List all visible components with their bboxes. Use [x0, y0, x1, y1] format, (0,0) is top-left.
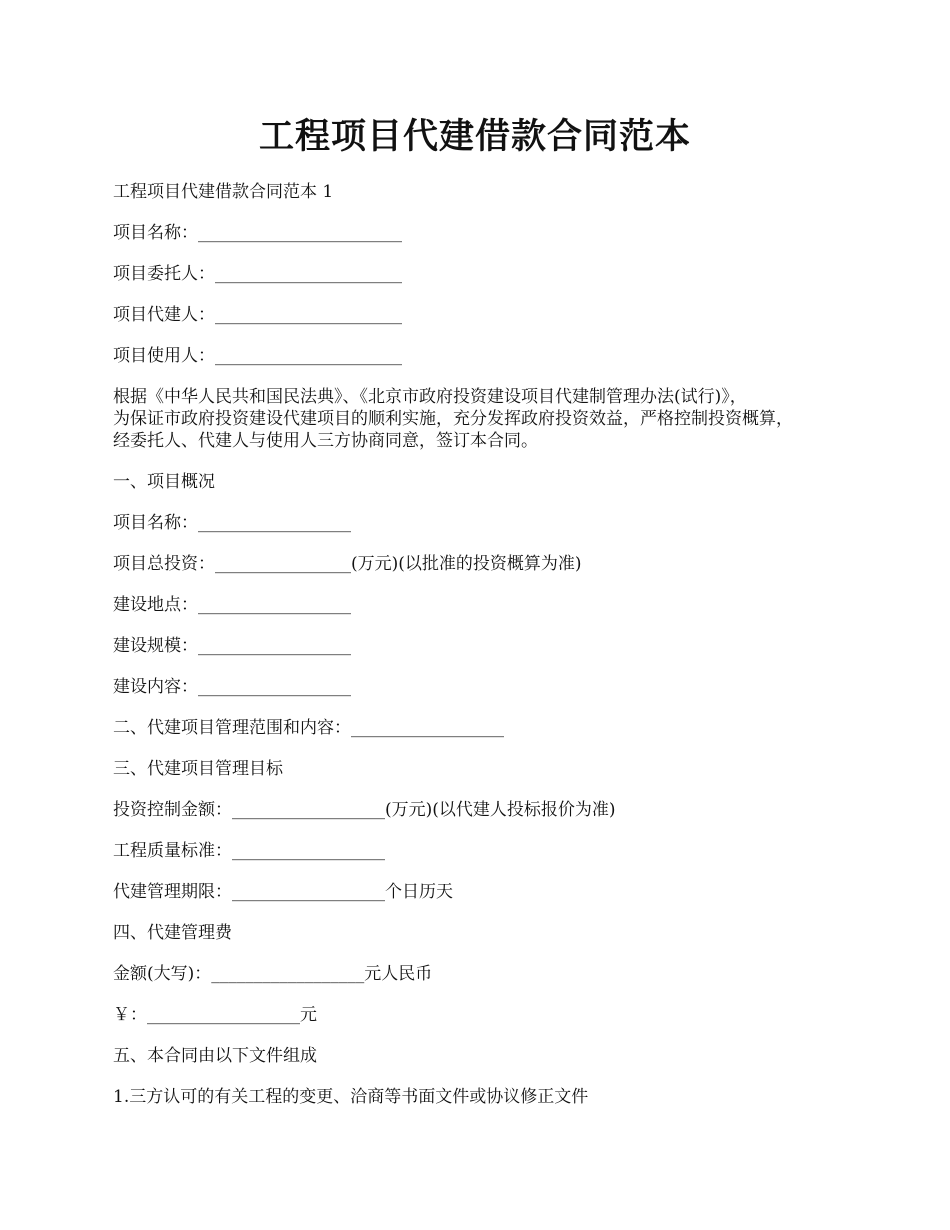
field-line: 建设规模：__________________ — [113, 636, 351, 656]
section-heading-2: 二、代建项目管理范围和内容：__________________ — [113, 718, 504, 738]
intro-paragraph — [113, 386, 853, 452]
field-project-agent: 项目代建人：______________________ — [113, 305, 402, 325]
field-line: 建设内容：__________________ — [113, 677, 351, 697]
section-heading-5: 五、本合同由以下文件组成 — [113, 1046, 317, 1066]
document-title: 工程项目代建借款合同范本 — [258, 116, 691, 157]
section-heading-1: 一、项目概况 — [113, 472, 215, 492]
field-line: 代建管理期限：__________________个日历天 — [113, 882, 453, 902]
field-project-name: 项目名称：________________________ — [113, 223, 402, 243]
field-line: 投资控制金额：__________________(万元)(以代建人投标报价为准) — [113, 800, 616, 820]
intro-line: 根据《中华人民共和国民法典》、《北京市政府投资建设项目代建制管理办法(试行)》， — [113, 387, 747, 407]
intro-line: 经委托人、代建人与使用人三方协商同意，签订本合同。 — [113, 431, 538, 451]
field-project-client: 项目委托人：______________________ — [113, 264, 402, 284]
field-project-user: 项目使用人：______________________ — [113, 346, 402, 366]
field-line: 工程质量标准：__________________ — [113, 841, 385, 861]
list-item: 1.三方认可的有关工程的变更、洽商等书面文件或协议修正文件 — [113, 1087, 589, 1107]
section-heading-4: 四、代建管理费 — [113, 923, 232, 943]
field-line: ￥：__________________元 — [113, 1005, 317, 1025]
intro-line: 为保证市政府投资建设代建项目的顺利实施，充分发挥政府投资效益，严格控制投资概算， — [113, 409, 793, 429]
field-line: 金额(大写)：__________________元人民币 — [113, 964, 433, 984]
field-line: 建设地点：__________________ — [113, 595, 351, 615]
subtitle: 工程项目代建借款合同范本 1 — [113, 182, 334, 202]
field-line: 项目名称：__________________ — [113, 513, 351, 533]
field-line: 项目总投资：________________(万元)(以批准的投资概算为准) — [113, 554, 582, 574]
section-heading-3: 三、代建项目管理目标 — [113, 759, 283, 779]
